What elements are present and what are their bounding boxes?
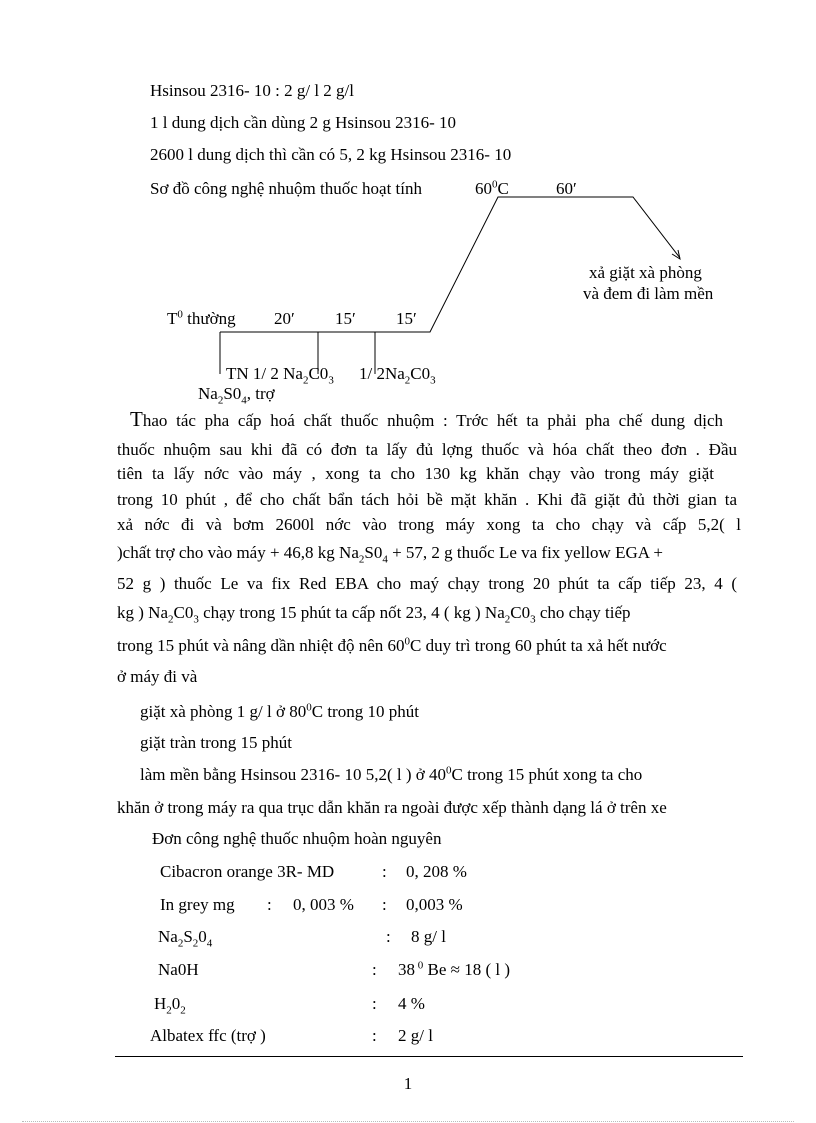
top-line-2: 1 l dung dịch cần dùng 2 g Hsinsou 2316- 10: [150, 113, 456, 132]
recipe-heading: Đơn công nghệ thuốc nhuộm hoàn nguyên: [152, 829, 442, 848]
recipe-row-5-value: 4 %: [398, 994, 425, 1013]
top-line-1: Hsinsou 2316- 10 : 2 g/ l 2 g/l: [150, 81, 355, 100]
process-diagram-lines: [0, 0, 816, 420]
recipe-row-1-value: 0, 208 %: [406, 862, 467, 881]
recipe-row-2-mid: 0, 003 %: [293, 895, 354, 914]
footer-rule: [115, 1056, 743, 1057]
step-unloading: khăn ở trong máy ra qua trục dẫn khăn ra ngoài được xếp thành dạng lá ở trên xe: [117, 798, 667, 817]
time-1: 20′: [274, 309, 295, 328]
recipe-row-6-name: Albatex ffc (trợ ): [150, 1026, 266, 1045]
paragraph-line-1: Thao tác pha cấp hoá chất thuốc nhuộm : Trớc hết ta phải pha chế dung dịch: [130, 407, 723, 431]
step-label-1: TN 1/ 2 $Na_2C0_3$: [226, 364, 334, 387]
diagram-title: Sơ đồ công nghệ nhuộm thuốc hoạt tính: [150, 179, 422, 198]
time-3: 15′: [396, 309, 417, 328]
paragraph-line-4: trong 10 phút , để cho chất bẩn tách hỏi bề mặt khăn . Khi đã giặt đủ thời gian ta: [117, 490, 737, 509]
end-arrow-head: [672, 250, 680, 259]
page-number: 1: [403, 1074, 413, 1093]
recipe-row-3-value: 8 g/ l: [411, 927, 446, 946]
step-label-3: $Na_2S0_4$, trợ: [198, 384, 275, 407]
step-soap-wash: giặt xà phòng 1 g/ l ở $80^0C$ trong 10 phút: [140, 701, 419, 721]
recipe-row-4-colon: :: [372, 960, 377, 979]
end-label-1: xả giặt xà phòng: [589, 263, 702, 282]
paragraph-line-2: thuốc nhuộm sau khi đã có đơn ta lấy đủ lợng thuốc và hóa chất theo đơn . Đầu: [117, 440, 737, 459]
end-label-2: và đem đi làm mền: [583, 284, 714, 303]
recipe-row-6-colon: :: [372, 1026, 377, 1045]
recipe-row-2-colon-2: :: [382, 895, 387, 914]
paragraph-line-10: ở máy đi và: [117, 667, 198, 686]
step-label-2: 1/ $2Na_2C0_3$: [359, 364, 436, 387]
recipe-row-2-name: In grey mg: [160, 895, 235, 914]
paragraph-line-9: trong 15 phút và nâng dần nhiệt độ nên $60^0C$ duy trì trong 60 phút ta xả hết nước: [117, 635, 667, 655]
step-overflow-rinse: giặt tràn trong 15 phút: [140, 733, 293, 752]
recipe-row-1-colon: :: [382, 862, 387, 881]
top-line-3: 2600 l dung dịch thì cần có 5, 2 kg Hsinsou 2316- 10: [150, 145, 512, 164]
recipe-row-3-colon: :: [386, 927, 391, 946]
start-temperature: $T^0$ thường: [167, 308, 236, 328]
recipe-row-3-name: $Na_2S_20_4$: [158, 927, 213, 950]
paragraph-line-5: xả nớc đi và bơm 2600l nớc vào trong máy xong ta cho chạy và cấp 5,2( l: [117, 515, 741, 534]
peak-time: 60′: [556, 179, 577, 198]
recipe-row-4-name: Na0H: [158, 960, 199, 979]
time-2: 15′: [335, 309, 356, 328]
page-edge: [22, 1121, 794, 1122]
paragraph-line-8: kg ) $Na_2C0_3$ chạy trong 15 phút ta cấp nốt 23, 4 ( kg ) $Na_2C0_3$ cho chạy tiếp: [117, 603, 631, 626]
peak-temperature: $60^0C$: [475, 178, 509, 198]
recipe-row-2-value: 0,003 %: [406, 895, 463, 914]
paragraph-line-3: tiên ta lấy nớc vào máy , xong ta cho 130 kg khăn chạy vào trong máy giặt: [117, 464, 714, 483]
step-softening: làm mền bằng Hsinsou 2316- 10 5,2( l ) ở $40^0C$ trong 15 phút xong ta cho: [140, 764, 643, 784]
paragraph-line-6: )chất trợ cho vào máy + 46,8 kg $Na_2S0_4 + 57$, 2 g thuốc Le va fix yellow EGA +: [117, 543, 663, 566]
recipe-row-6-value: 2 g/ l: [398, 1026, 433, 1045]
recipe-row-2-colon-1: :: [267, 895, 272, 914]
recipe-row-5-colon: :: [372, 994, 377, 1013]
paragraph-line-7: 52 g ) thuốc Le va fix Red EBA cho maý chạy trong 20 phút ta cấp tiếp 23, 4 (: [117, 574, 737, 593]
recipe-row-1-name: Cibacron orange 3R- MD: [160, 862, 335, 881]
recipe-row-4-value: 38 $^0$ Be ≈ 18 ( l ): [398, 959, 511, 979]
recipe-row-5-name: $H_20_2$: [154, 994, 186, 1017]
